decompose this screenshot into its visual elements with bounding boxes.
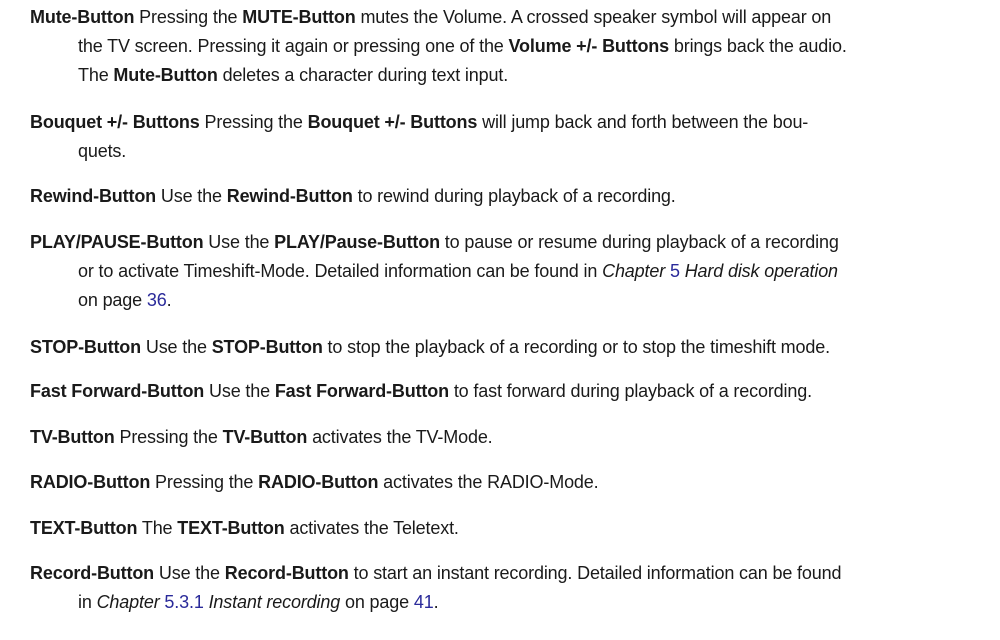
button-name: MUTE-Button xyxy=(242,7,356,27)
term-label: RADIO-Button xyxy=(30,472,151,492)
term-label: Record-Button xyxy=(30,563,155,583)
page-number-link[interactable]: 41 xyxy=(413,592,434,612)
text: to fast forward during playback of a recording. xyxy=(448,381,812,401)
entry-radio-button xyxy=(30,468,955,497)
text: the TV screen. Pressing it again or pressing one of the xyxy=(78,36,509,56)
entry-stop-button xyxy=(30,333,955,362)
page-number-link[interactable]: 36 xyxy=(146,290,167,310)
entry-line xyxy=(30,32,955,61)
chapter-label: Chapter xyxy=(602,261,666,281)
text: to rewind during playback of a recording. xyxy=(352,186,676,206)
entry-line xyxy=(30,559,955,588)
button-name: Rewind-Button xyxy=(226,186,353,206)
entry-line xyxy=(30,228,955,257)
entry-play-pause-button xyxy=(30,228,955,315)
text: in xyxy=(78,592,97,612)
text: Pressing the xyxy=(150,472,259,492)
text: Use the xyxy=(203,232,275,252)
text: The xyxy=(137,518,178,538)
entry-line xyxy=(30,137,955,166)
entry-text-button xyxy=(30,514,955,543)
entry-line xyxy=(30,286,955,315)
text: will jump back and forth between the bou- xyxy=(477,112,809,132)
text: or to activate Timeshift-Mode. Detailed information can be found in xyxy=(78,261,603,281)
term-label: Bouquet +/- Buttons xyxy=(30,112,200,132)
text: on page xyxy=(340,592,414,612)
text: Use the xyxy=(154,563,225,583)
button-name: PLAY/Pause-Button xyxy=(274,232,440,252)
button-name: Bouquet +/- Buttons xyxy=(307,112,478,132)
button-name: TV-Button xyxy=(222,427,308,447)
text: to pause or resume during playback of a recording xyxy=(439,232,839,252)
chapter-reference[interactable] xyxy=(602,261,838,281)
text: on page xyxy=(78,290,147,310)
text: brings back the audio. xyxy=(669,36,847,56)
entry-line xyxy=(30,182,955,211)
button-name: Fast Forward-Button xyxy=(274,381,449,401)
chapter-label: Chapter xyxy=(96,592,160,612)
text: to stop the playback of a recording or to stop the timeshift mode. xyxy=(322,337,830,357)
term-label: TV-Button xyxy=(30,427,115,447)
chapter-reference[interactable] xyxy=(97,592,341,612)
term-label: Mute-Button xyxy=(30,7,135,27)
entry-line xyxy=(30,333,955,362)
button-name: Record-Button xyxy=(224,563,349,583)
button-name: STOP-Button xyxy=(211,337,323,357)
term-label: TEXT-Button xyxy=(30,518,138,538)
entry-line xyxy=(30,108,955,137)
text: to start an instant recording. Detailed information can be found xyxy=(348,563,842,583)
entry-line xyxy=(30,3,955,32)
chapter-title: Instant recording xyxy=(208,592,341,612)
entry-tv-button xyxy=(30,423,955,452)
text: Pressing the xyxy=(199,112,308,132)
entry-line xyxy=(30,588,955,617)
entry-bouquet-buttons xyxy=(30,108,955,166)
text: activates the Teletext. xyxy=(284,518,459,538)
text: Pressing the xyxy=(134,7,243,27)
chapter-number-link[interactable]: 5 xyxy=(669,261,680,281)
text: activates the TV-Mode. xyxy=(307,427,493,447)
button-name: RADIO-Button xyxy=(258,472,379,492)
entry-line xyxy=(30,61,955,90)
entry-record-button xyxy=(30,559,955,617)
text: quets. xyxy=(78,141,127,161)
text: activates the RADIO-Mode. xyxy=(378,472,599,492)
button-name: Volume +/- Buttons xyxy=(508,36,670,56)
term-label: Fast Forward-Button xyxy=(30,381,205,401)
term-label: Rewind-Button xyxy=(30,186,157,206)
entry-rewind-button xyxy=(30,182,955,211)
text: . xyxy=(433,592,439,612)
entry-line xyxy=(30,377,955,406)
chapter-number-link[interactable]: 5.3.1 xyxy=(164,592,204,612)
text: Use the xyxy=(204,381,275,401)
text: deletes a character during text input. xyxy=(217,65,509,85)
chapter-title: Hard disk operation xyxy=(684,261,838,281)
text: The xyxy=(78,65,114,85)
text: Use the xyxy=(141,337,212,357)
entry-fast-forward-button xyxy=(30,377,955,406)
text: mutes the Volume. A crossed speaker symbol will appear on xyxy=(355,7,832,27)
entry-line xyxy=(30,468,955,497)
entry-line xyxy=(30,423,955,452)
button-name: TEXT-Button xyxy=(177,518,285,538)
entry-mute-button xyxy=(30,3,955,90)
term-label: PLAY/PAUSE-Button xyxy=(30,232,204,252)
entry-line xyxy=(30,257,955,286)
text: Use the xyxy=(156,186,227,206)
text: . xyxy=(166,290,172,310)
button-name: Mute-Button xyxy=(113,65,218,85)
entry-line xyxy=(30,514,955,543)
text: Pressing the xyxy=(114,427,223,447)
term-label: STOP-Button xyxy=(30,337,141,357)
